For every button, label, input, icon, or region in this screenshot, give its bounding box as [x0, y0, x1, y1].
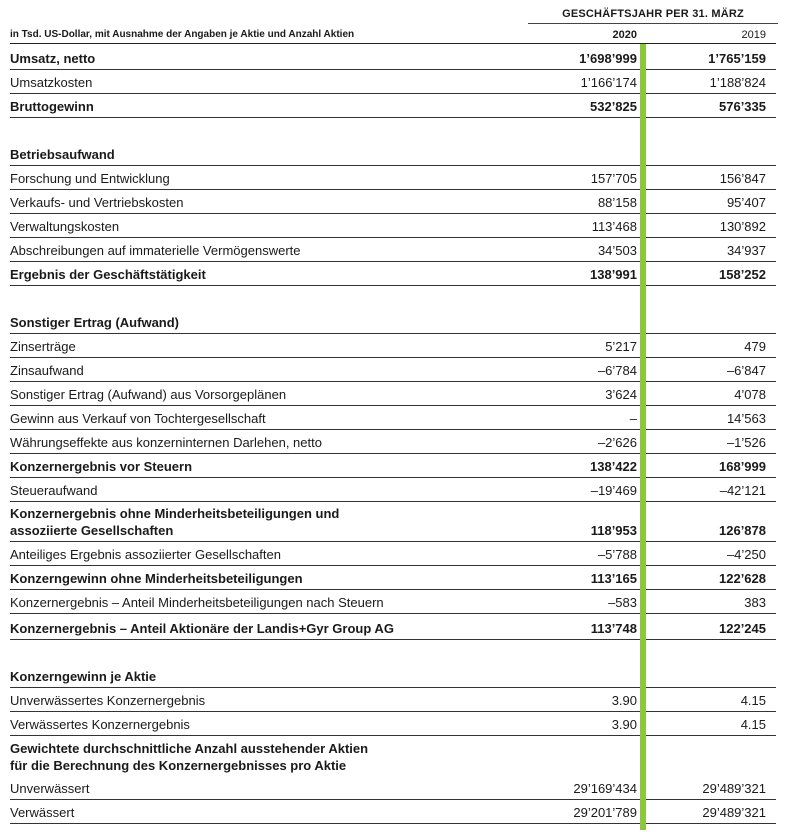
row-label: Konzernergebnis – Anteil Aktionäre der Landis+Gyr Group AG	[10, 621, 394, 636]
year-2020-header: 2020	[612, 29, 637, 41]
table-row	[10, 310, 776, 334]
table-row	[10, 454, 776, 478]
table-row	[10, 46, 776, 70]
value-2020: –	[629, 411, 637, 426]
value-2019: 576’335	[719, 99, 766, 114]
row-label: Unverwässertes Konzernergebnis	[10, 693, 206, 708]
table-row	[10, 614, 776, 640]
value-2020: 113’165	[590, 571, 637, 586]
value-2020: 3.90	[611, 717, 637, 732]
table-row	[10, 214, 776, 238]
table-row	[10, 502, 776, 542]
row-label: Forschung und Entwicklung	[10, 171, 170, 186]
value-2019: –4’250	[726, 547, 766, 562]
value-2019: 4.15	[740, 693, 766, 708]
table-row	[10, 334, 776, 358]
table-row	[10, 478, 776, 502]
row-label: Unverwässert	[10, 781, 90, 796]
value-2020: 138’991	[590, 267, 637, 282]
row-label: Konzernergebnis vor Steuern	[10, 459, 193, 474]
row-label: Zinserträge	[10, 339, 76, 354]
header-rule	[10, 43, 776, 44]
value-2020: 34’503	[597, 243, 637, 258]
value-2020: 5’217	[605, 339, 637, 354]
table-row	[10, 238, 776, 262]
value-2019: –1’526	[726, 435, 766, 450]
value-2020: –5’788	[597, 547, 637, 562]
table-row	[10, 664, 776, 688]
table-row	[10, 688, 776, 712]
value-2019: 29’489’321	[702, 805, 766, 820]
row-label: Steueraufwand	[10, 483, 98, 498]
value-2019: 122’628	[719, 571, 766, 586]
row-label: Betriebsaufwand	[10, 147, 115, 162]
row-label: Verwaltungskosten	[10, 219, 120, 234]
value-2019: 130’892	[719, 219, 766, 234]
value-2020: –6’784	[597, 363, 637, 378]
table-row	[10, 70, 776, 94]
value-2019: 122’245	[719, 621, 766, 636]
table-row	[10, 166, 776, 190]
table-row	[10, 590, 776, 614]
row-label: Ergebnis der Geschäftstätigkeit	[10, 267, 206, 282]
table-row	[10, 712, 776, 736]
row-label: Gewichtete durchschnittliche Anzahl ausstehender Aktien für die Berechnung des Konzernergebnisses pro Aktie	[10, 741, 369, 773]
value-2019: 14’563	[726, 411, 766, 426]
row-label: Konzernergebnis ohne Minderheitsbeteiligungen und assoziierte Gesellschaften	[10, 506, 340, 538]
value-2019: 156’847	[719, 171, 766, 186]
value-2020: 1’166’174	[580, 75, 637, 90]
value-2020: –19’469	[590, 483, 637, 498]
row-label: Gewinn aus Verkauf von Tochtergesellschaft	[10, 411, 266, 426]
value-2019: 1’188’824	[709, 75, 766, 90]
value-2019: 1’765’159	[708, 51, 766, 66]
value-2020: 29’169’434	[573, 781, 637, 796]
table-row	[10, 566, 776, 590]
row-label: Verwässertes Konzernergebnis	[10, 717, 190, 732]
value-2020: 3.90	[611, 693, 637, 708]
value-2020: 118’953	[590, 523, 637, 538]
value-2020: 1’698’999	[579, 51, 637, 66]
table-row	[10, 430, 776, 454]
table-row	[10, 776, 776, 800]
value-2019: –6’847	[726, 363, 766, 378]
value-2019: 95’407	[726, 195, 766, 210]
value-2019: 34’937	[726, 243, 766, 258]
year-2019-header: 2019	[741, 29, 766, 41]
table-row	[10, 358, 776, 382]
row-label: Abschreibungen auf immaterielle Vermögenswerte	[10, 243, 301, 258]
value-2019: 479	[744, 339, 766, 354]
table-row	[10, 800, 776, 824]
row-label: Verwässert	[10, 805, 75, 820]
row-label: Sonstiger Ertrag (Aufwand)	[10, 315, 180, 330]
value-2019: –42’121	[719, 483, 766, 498]
value-2019: 4’078	[734, 387, 766, 402]
row-label: Konzernergebnis – Anteil Minderheitsbeteiligungen nach Steuern	[10, 595, 384, 610]
table-row	[10, 262, 776, 286]
table-row	[10, 142, 776, 166]
row-label: Umsatzkosten	[10, 75, 93, 90]
row-label: Währungseffekte aus konzerninternen Darlehen, netto	[10, 435, 322, 450]
value-2020: 88’158	[597, 195, 637, 210]
value-2020: 113’468	[591, 219, 637, 234]
row-label: Sonstiger Ertrag (Aufwand) aus Vorsorgeplänen	[10, 387, 287, 402]
table-row	[10, 736, 776, 776]
units-note: in Tsd. US-Dollar, mit Ausnahme der Angaben je Aktie und Anzahl Aktien	[10, 29, 355, 40]
value-2019: 4.15	[740, 717, 766, 732]
table-row	[10, 382, 776, 406]
period-header: GESCHÄFTSJAHR PER 31. MÄRZ	[562, 8, 744, 20]
row-label: Umsatz, netto	[10, 51, 96, 66]
row-label: Zinsaufwand	[10, 363, 84, 378]
period-header-rule	[528, 23, 778, 24]
table-row	[10, 542, 776, 566]
value-2020: 29’201’789	[573, 805, 637, 820]
table-row	[10, 94, 776, 118]
row-label: Konzerngewinn ohne Minderheitsbeteiligungen	[10, 571, 303, 586]
value-2020: –2’626	[597, 435, 637, 450]
table-row	[10, 406, 776, 430]
table-row	[10, 190, 776, 214]
value-2020: 3’624	[605, 387, 637, 402]
value-2020: 113’748	[590, 621, 637, 636]
value-2019: 168’999	[719, 459, 766, 474]
value-2019: 158’252	[719, 267, 766, 282]
value-2020: 157’705	[590, 171, 637, 186]
value-2020: –583	[608, 595, 637, 610]
value-2020: 532’825	[590, 99, 637, 114]
value-2019: 383	[744, 595, 766, 610]
row-label: Bruttogewinn	[10, 99, 94, 114]
value-2020: 138’422	[590, 459, 637, 474]
value-2019: 126’878	[719, 523, 766, 538]
current-year-highlight-bar	[640, 44, 646, 830]
value-2019: 29’489’321	[702, 781, 766, 796]
row-label: Verkaufs- und Vertriebskosten	[10, 195, 184, 210]
row-label: Anteiliges Ergebnis assoziierter Gesellschaften	[10, 547, 281, 562]
row-label: Konzerngewinn je Aktie	[10, 669, 157, 684]
